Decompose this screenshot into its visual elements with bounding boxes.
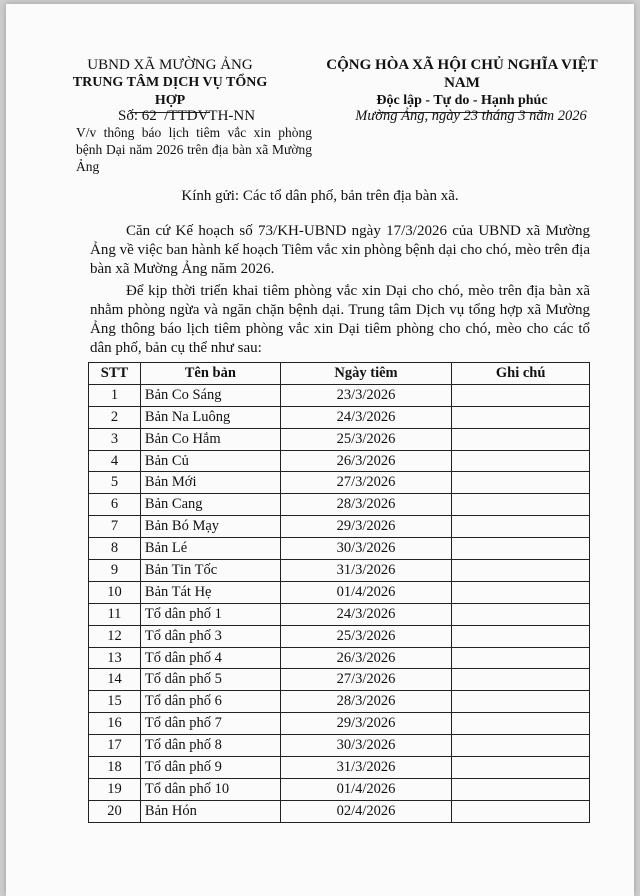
- nation-title: CỘNG HÒA XÃ HỘI CHỦ NGHĨA VIỆT NAM: [326, 57, 598, 91]
- paragraph-announcement: Để kịp thời triển khai tiêm phòng vắc xin Dại cho chó, mèo trên địa bàn xã nhằm phòng ngừa và ngăn chặn bệnh dại. Trung tâm Dịch vụ tổng hợp xã Mường Ảng thông báo lịch tiêm phòng vắc xin Dại tiêm phòng cho chó, mèo cho các tổ dân phố, bản cụ thể như sau:: [90, 283, 590, 356]
- row-note: [452, 735, 590, 757]
- row-vaccination-date: 24/3/2026: [280, 603, 452, 625]
- table-row: [89, 406, 590, 428]
- row-village-name: Bản Cang: [140, 494, 280, 516]
- row-village-name: Tổ dân phố 3: [140, 625, 280, 647]
- row-note: [452, 625, 590, 647]
- agency-name: TRUNG TÂM DỊCH VỤ TỔNG HỢP: [72, 75, 268, 108]
- row-vaccination-date: 28/3/2026: [280, 494, 452, 516]
- row-village-name: Bản Tin Tốc: [140, 560, 280, 582]
- issuing-agency-block: [70, 56, 270, 113]
- row-note: [452, 472, 590, 494]
- row-stt: 10: [89, 581, 141, 603]
- row-vaccination-date: 26/3/2026: [280, 647, 452, 669]
- row-note: [452, 516, 590, 538]
- table-row: [89, 669, 590, 691]
- row-stt: 1: [89, 384, 141, 406]
- row-note: [452, 713, 590, 735]
- row-vaccination-date: 27/3/2026: [280, 472, 452, 494]
- row-stt: 13: [89, 647, 141, 669]
- row-vaccination-date: 27/3/2026: [280, 669, 452, 691]
- row-stt: 17: [89, 735, 141, 757]
- row-vaccination-date: 29/3/2026: [280, 516, 452, 538]
- row-village-name: Tổ dân phố 5: [140, 669, 280, 691]
- row-village-name: Tổ dân phố 6: [140, 691, 280, 713]
- row-village-name: Bản Hón: [140, 800, 280, 822]
- row-village-name: Bản Lé: [140, 538, 280, 560]
- recipient-line: Kính gửi: Các tổ dân phố, bản trên địa bàn xã.: [181, 188, 459, 204]
- national-heading-block: [312, 56, 612, 113]
- row-village-name: Bản Mới: [140, 472, 280, 494]
- row-village-name: Tổ dân phố 10: [140, 778, 280, 800]
- row-village-name: Bản Co Sáng: [140, 384, 280, 406]
- row-vaccination-date: 31/3/2026: [280, 757, 452, 779]
- table-row: [89, 625, 590, 647]
- row-village-name: Bản Củ: [140, 450, 280, 472]
- row-note: [452, 384, 590, 406]
- row-stt: 18: [89, 757, 141, 779]
- table-row: [89, 560, 590, 582]
- row-note: [452, 778, 590, 800]
- table-row: [89, 384, 590, 406]
- agency-parent: UBND XÃ MƯỜNG ẢNG: [87, 57, 253, 73]
- row-vaccination-date: 01/4/2026: [280, 581, 452, 603]
- place-and-date: Mường Ảng, ngày 23 tháng 3 năm 2026: [355, 108, 587, 124]
- row-stt: 12: [89, 625, 141, 647]
- table-row: [89, 428, 590, 450]
- row-vaccination-date: 25/3/2026: [280, 428, 452, 450]
- row-village-name: Tổ dân phố 4: [140, 647, 280, 669]
- row-vaccination-date: 02/4/2026: [280, 800, 452, 822]
- table-row: [89, 494, 590, 516]
- row-village-name: Bản Co Hắm: [140, 428, 280, 450]
- table-row: [89, 581, 590, 603]
- row-vaccination-date: 23/3/2026: [280, 384, 452, 406]
- table-row: [89, 757, 590, 779]
- row-stt: 7: [89, 516, 141, 538]
- row-note: [452, 757, 590, 779]
- row-stt: 14: [89, 669, 141, 691]
- row-stt: 2: [89, 406, 141, 428]
- header-village-name: Tên bản: [140, 363, 280, 385]
- row-note: [452, 538, 590, 560]
- row-village-name: Bản Bó Mạy: [140, 516, 280, 538]
- nation-motto: Độc lập - Tự do - Hạnh phúc: [376, 93, 548, 108]
- row-note: [452, 560, 590, 582]
- table-row: [89, 800, 590, 822]
- table-row: [89, 713, 590, 735]
- row-stt: 4: [89, 450, 141, 472]
- row-stt: 5: [89, 472, 141, 494]
- document-number: Số: 62 /TTDVTH-NN: [118, 108, 256, 124]
- row-village-name: Tổ dân phố 7: [140, 713, 280, 735]
- header-stt: STT: [89, 363, 141, 385]
- row-stt: 6: [89, 494, 141, 516]
- row-note: [452, 603, 590, 625]
- row-stt: 19: [89, 778, 141, 800]
- table-row: [89, 450, 590, 472]
- row-note: [452, 669, 590, 691]
- row-village-name: Tổ dân phố 1: [140, 603, 280, 625]
- row-village-name: Tổ dân phố 9: [140, 757, 280, 779]
- row-stt: 9: [89, 560, 141, 582]
- row-stt: 3: [89, 428, 141, 450]
- row-note: [452, 450, 590, 472]
- row-note: [452, 581, 590, 603]
- paragraph-legal-basis: Căn cứ Kế hoạch số 73/KH-UBND ngày 17/3/2026 của UBND xã Mường Ảng về việc ban hành kế hoạch Tiêm vắc xin phòng bệnh dại cho chó, mèo trên địa bàn xã Mường Ảng năm 2026.: [90, 223, 590, 277]
- row-village-name: Bản Tát Hẹ: [140, 581, 280, 603]
- row-village-name: Tổ dân phố 8: [140, 735, 280, 757]
- header-note: Ghi chú: [452, 363, 590, 385]
- table-row: [89, 778, 590, 800]
- row-stt: 11: [89, 603, 141, 625]
- table-row: [89, 603, 590, 625]
- row-note: [452, 691, 590, 713]
- row-vaccination-date: 26/3/2026: [280, 450, 452, 472]
- header-vaccination-date: Ngày tiêm: [280, 363, 452, 385]
- row-vaccination-date: 29/3/2026: [280, 713, 452, 735]
- row-vaccination-date: 30/3/2026: [280, 538, 452, 560]
- row-vaccination-date: 01/4/2026: [280, 778, 452, 800]
- document-subject: V/v thông báo lịch tiêm vắc xin phòng bệnh Dại năm 2026 trên địa bàn xã Mường Ảng: [76, 125, 312, 174]
- row-note: [452, 406, 590, 428]
- row-vaccination-date: 24/3/2026: [280, 406, 452, 428]
- table-header-row: [89, 363, 590, 385]
- table-row: [89, 647, 590, 669]
- row-stt: 8: [89, 538, 141, 560]
- row-note: [452, 800, 590, 822]
- table-row: [89, 691, 590, 713]
- row-stt: 16: [89, 713, 141, 735]
- table-row: [89, 735, 590, 757]
- row-vaccination-date: 31/3/2026: [280, 560, 452, 582]
- row-village-name: Bản Na Luông: [140, 406, 280, 428]
- row-vaccination-date: 28/3/2026: [280, 691, 452, 713]
- row-note: [452, 647, 590, 669]
- table-row: [89, 538, 590, 560]
- row-note: [452, 494, 590, 516]
- row-note: [452, 428, 590, 450]
- row-vaccination-date: 25/3/2026: [280, 625, 452, 647]
- row-vaccination-date: 30/3/2026: [280, 735, 452, 757]
- row-stt: 15: [89, 691, 141, 713]
- table-row: [89, 472, 590, 494]
- vaccination-schedule-table: [88, 362, 590, 823]
- row-stt: 20: [89, 800, 141, 822]
- table-row: [89, 516, 590, 538]
